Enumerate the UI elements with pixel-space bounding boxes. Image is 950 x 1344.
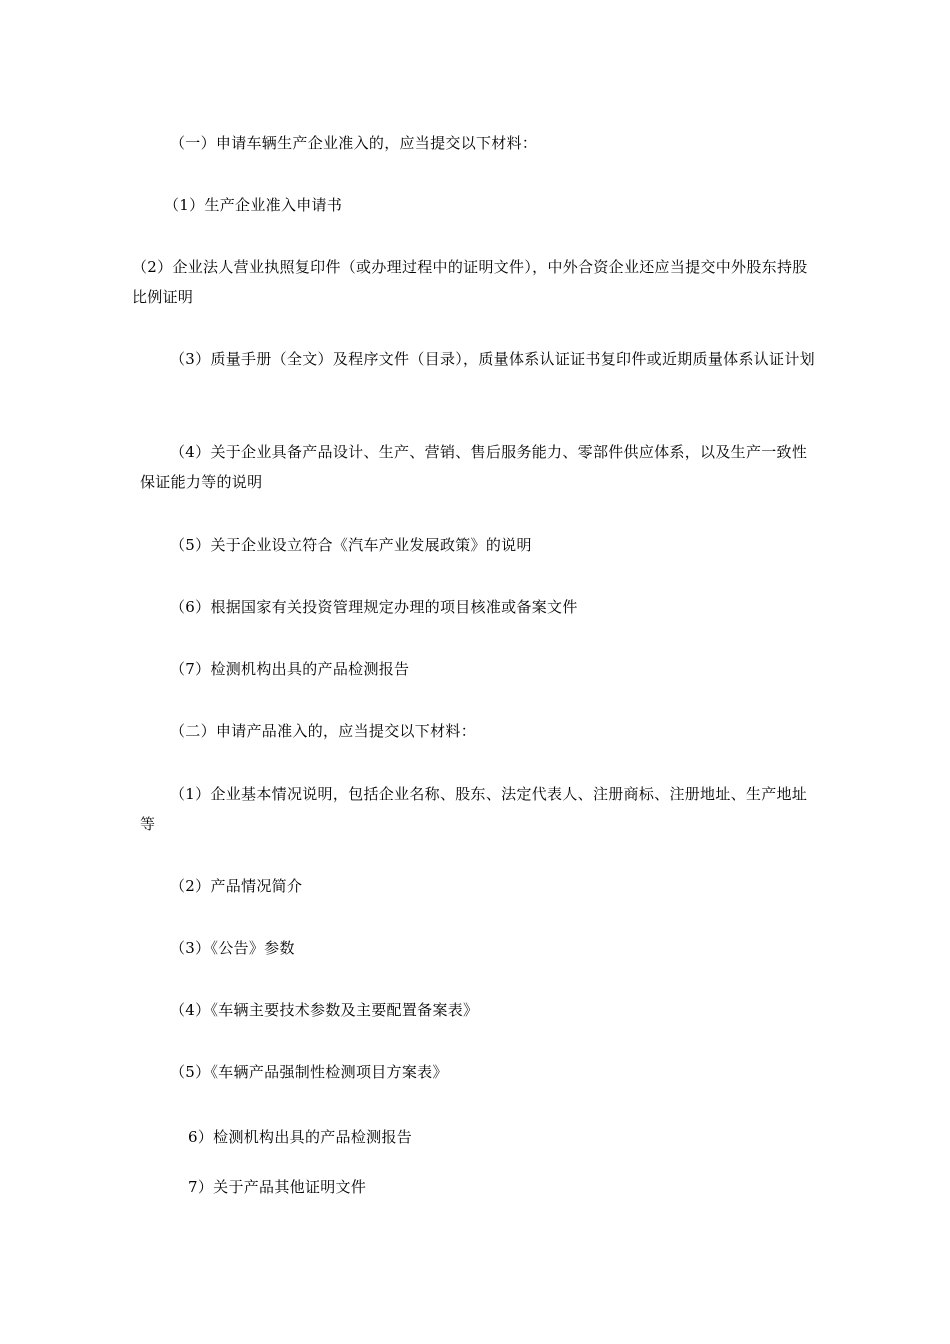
list-item-2-2: （2）产品情况简介 [170,877,303,895]
list-item-2-7: 7）关于产品其他证明文件 [188,1178,367,1196]
list-item-2-5: （5）《车辆产品强制性检测项目方案表》 [170,1063,448,1081]
list-item-1-1: （1）生产企业准入申请书 [164,196,343,214]
list-item-1-7: （7）检测机构出具的产品检测报告 [170,660,410,678]
list-item-1-3: （3）质量手册（全文）及程序文件（目录），质量体系认证证书复印件或近期质量体系认证计划 [170,350,815,368]
list-item-2-4: （4）《车辆主要技术参数及主要配置备案表》 [170,1001,479,1019]
list-item-2-6: 6）检测机构出具的产品检测报告 [188,1128,413,1146]
list-item-1-2: （2）企业法人营业执照复印件（或办理过程中的证明文件），中外合资企业还应当提交中外股东持股比例证明 [132,258,808,306]
list-item-2-3: （3）《公告》参数 [170,939,295,957]
list-item-1-4: （4）关于企业具备产品设计、生产、营销、售后服务能力、零部件供应体系，以及生产一致性保证能力等的说明 [140,443,808,491]
list-item-1-6: （6）根据国家有关投资管理规定办理的项目核准或备案文件 [170,598,578,616]
section-heading-1: （一）申请车辆生产企业准入的，应当提交以下材料： [170,134,538,152]
list-item-2-1: （1）企业基本情况说明，包括企业名称、股东、法定代表人、注册商标、注册地址、生产地址等 [140,785,808,833]
section-heading-2: （二）申请产品准入的，应当提交以下材料： [170,722,477,740]
list-item-1-5: （5）关于企业设立符合《汽车产业发展政策》的说明 [170,536,532,554]
